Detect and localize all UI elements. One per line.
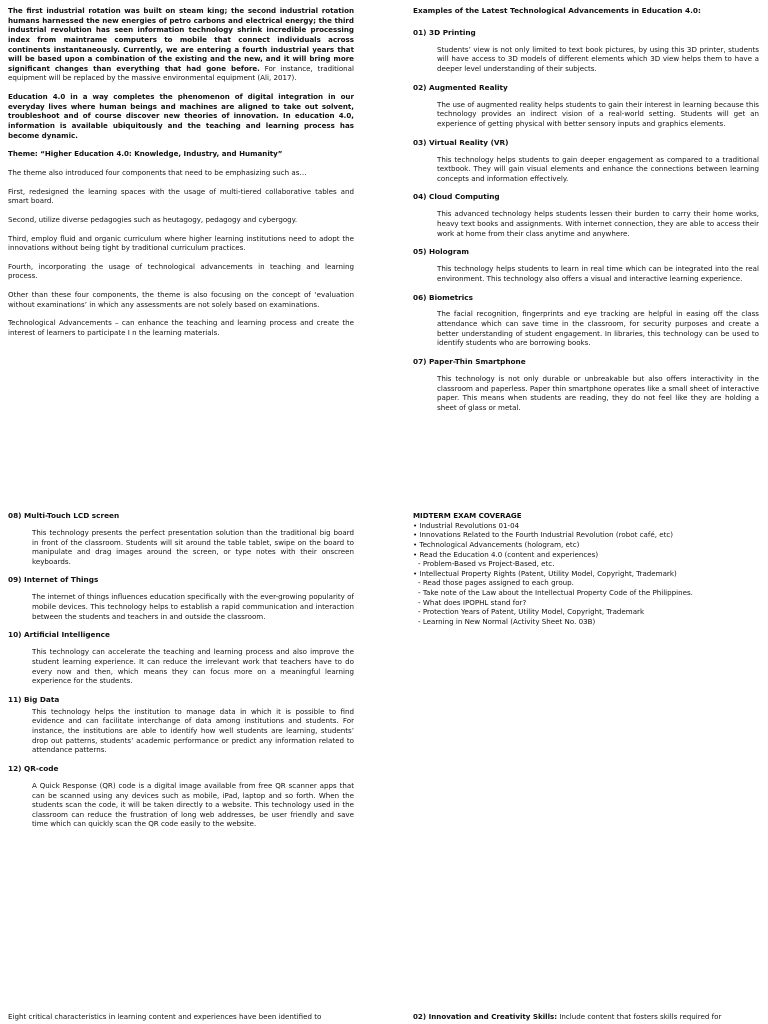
right-mid-column [413, 511, 763, 627]
item-body-virtual-reality: This technology helps students to gain deeper engagement as compared to a traditional textbook. They will gain visual elements and enhance the connections between learning concepts and information effectively. [437, 154, 759, 183]
list-item: • Intellectual Property Rights (Patent, Utility Model, Copyright, Trademark) [413, 568, 677, 578]
item-title-paper-thin-smartphone: 07) Paper-Thin Smartphone [413, 356, 526, 366]
item-title-biometrics: 06) Biometrics [413, 292, 473, 302]
item-body-paper-thin-smartphone: This technology is not only durable or unbreakable but also offers interactivity in the classroom and paperless. Paper thin smartphone operates like a small sheet of interactive paper. This means when students are reading, they do not feel like they are holding a sheet of glass or metal. [437, 373, 759, 412]
bottom-right-line [413, 1012, 763, 1022]
list-item: - Protection Years of Patent, Utility Model, Copyright, Trademark [418, 607, 645, 617]
midterm-coverage-list [413, 521, 763, 627]
list-item: • Read the Education 4.0 (content and experiences) [413, 549, 599, 559]
item-title-3d-printing: 01) 3D Printing [413, 27, 476, 37]
item-body-biometrics: The facial recognition, fingerprints and eye tracking are helpful in easing off the class attendance which can save time in the classroom, for security purposes and create a better understanding of student engagement. In libraries, this technology can be used to identify students who are borrowing books. [437, 309, 759, 348]
list-item: - Problem-Based vs Project-Based, etc. [418, 559, 555, 569]
list-item: • Technological Advancements (hologram, etc) [413, 539, 580, 549]
paragraph-second: Second, utilize diverse pedagogies such as heutagogy, pedagogy and cybergogy. [8, 214, 298, 224]
item-title-artificial-intelligence: 10) Artificial Intelligence [8, 630, 110, 640]
item-body-augmented-reality: The use of augmented reality helps students to gain their interest in learning because this technology provides an indirect vision of a real-world setting. Students will get an experience of getting physical with better sensory inputs and graphics elements. [437, 99, 759, 128]
item-body-cloud-computing: This advanced technology helps students lessen their burden to carry their home works, heavy text books and assignments. With internet connection, they are able to access their work at home from their class anytime and anywhere. [437, 209, 760, 238]
bottom-right-text: Include content that fosters skills required for [557, 1012, 722, 1021]
item-title-internet-of-things: 09) Internet of Things [8, 575, 99, 585]
list-item: • Innovations Related to the Fourth Industrial Revolution (robot café, etc) [413, 530, 674, 540]
paragraph-evaluation: Other than these four components, the theme is also focusing on the concept of ‘evaluation without examinations’ in which any assessments are not solely based on examinations. [8, 290, 354, 309]
list-item: - Learning in New Normal (Activity Sheet No. 03B) [418, 617, 596, 627]
paragraph-education-4-0: Education 4.0 in a way completes the phenomenon of digital integration in our everyday lives where human beings and machines are aligned to take out solvent, troubleshoot and of course discover new theories of innovation. In education 4.0, information is available ubiquitously and the teaching and learning process has become dynamic. [8, 92, 354, 140]
item-title-augmented-reality: 02) Augmented Reality [413, 82, 508, 92]
item-body-artificial-intelligence: This technology can accelerate the teaching and learning process and also improve the student learning experience. It can reduce the irrelevant work that teachers have to do every now and then, which means they can focus more on a meaningful learning experience for the students. [32, 647, 354, 686]
paragraph-bold-part: The first industrial rotation was built on steam king; the second industrial rotation humans harnessed the new energies of petro carbons and electrical energy; the third industrial revolution has seen information technology shrink incredible processing index from maintrame computers to mobile that connect individuals across continents instantaneously. Currently, we are entering a fourth industrial years that will be based upon a combination of the existing and the new, and it will bring more significant changes than everything that had gone before. [8, 6, 354, 73]
item-body-multi-touch: This technology presents the perfect presentation solution than the traditional big board in front of the classroom. Students will sit around the table tablet, swipe on the board to manipulate and drag images around the screen, or type notes with their onscreen keyboards. [32, 527, 354, 566]
theme-heading: Theme: “Higher Education 4.0: Knowledge, Industry, and Humanity” [8, 149, 283, 159]
left-top-column [8, 6, 354, 338]
paragraph-first: First, redesigned the learning spaces with the usage of multi-tiered collaborative tables and smart board. [8, 186, 354, 206]
paragraph-fourth: Fourth, incorporating the usage of technological advancements in teaching and learning process. [8, 261, 354, 281]
list-item: - Read those pages assigned to each group. [418, 578, 574, 588]
paragraph-components-intro: The theme also introduced four components that need to be emphasizing such as… [8, 167, 307, 177]
item-body-hologram: This technology helps students to learn in real time which can be integrated into the real environment. This technology also offers a visual and interactive learning experience. [437, 264, 759, 283]
paragraph-industrial-revolutions [8, 6, 354, 83]
item-body-big-data: This technology helps the institution to manage data in which it is possible to find evidence and can facilitate interchange of data among institutions and students. For instance, the institutions are able to identify how well students are learning, students’ drop out patterns, students’ academic performance or predict any information related to attendance patterns. [32, 706, 354, 755]
item-body-qr-code: A Quick Response (QR) code is a digital image available from free QR scanner apps that can be scanned using any devices such as mobile, iPad, laptop and so forth. When the students scan the code, it will be taken directly to a website. This technology used in the classroom can reduce the frustration of long web addresses, be user friendly and save time which can quickly scan the QR code easily to the website. [32, 780, 354, 829]
item-title-multi-touch: 08) Multi-Touch LCD screen [8, 511, 120, 520]
paragraph-technological-advancements: Technological Advancements – can enhance the teaching and learning process and create the interest of learners to participate I n the learning materials. [8, 318, 354, 338]
item-title-big-data: 11) Big Data [8, 694, 60, 704]
item-title-hologram: 05) Hologram [413, 247, 470, 257]
list-item: - Take note of the Law about the Intellectual Property Code of the Philippines. [418, 588, 693, 598]
paragraph-third: Third, employ fluid and organic curriculum where higher learning institutions need to adopt the innovations without being tight by traditional curriculum practices. [8, 233, 354, 253]
item-title-qr-code: 12) QR-code [8, 763, 59, 773]
left-mid-column [8, 511, 358, 829]
item-title-virtual-reality: 03) Virtual Reality (VR) [413, 137, 509, 147]
midterm-coverage-heading: MIDTERM EXAM COVERAGE [413, 511, 522, 520]
bottom-left-line [8, 1012, 358, 1022]
item-title-cloud-computing: 04) Cloud Computing [413, 192, 500, 202]
right-top-column [413, 6, 763, 412]
paragraph-regular-part: For instance, traditional equipment will be replaced by the massive environmental equipment (Ali, 2017). [8, 63, 354, 83]
item-body-3d-printing: Students’ view is not only limited to text book pictures, by using this 3D printer, students will have access to 3D models of different elements which 3D view helps them to have a deeper level understanding of their subjects. [437, 44, 759, 74]
list-item: - What does IPOPHL stand for? [418, 597, 527, 607]
item-body-internet-of-things: The internet of things influences education specifically with the ever-growing popularity of mobile devices. This technology helps to establish a rapid communication and interaction between the students and teachers in and outside the classroom. [32, 592, 354, 621]
list-item: • Industrial Revolutions 01-04 [413, 520, 520, 530]
bottom-right-bold: 02) Innovation and Creativity Skills: [413, 1012, 558, 1021]
bottom-left-text: Eight critical characteristics in learning content and experiences have been identified to [8, 1012, 322, 1021]
examples-heading: Examples of the Latest Technological Advancements in Education 4.0: [413, 6, 701, 15]
